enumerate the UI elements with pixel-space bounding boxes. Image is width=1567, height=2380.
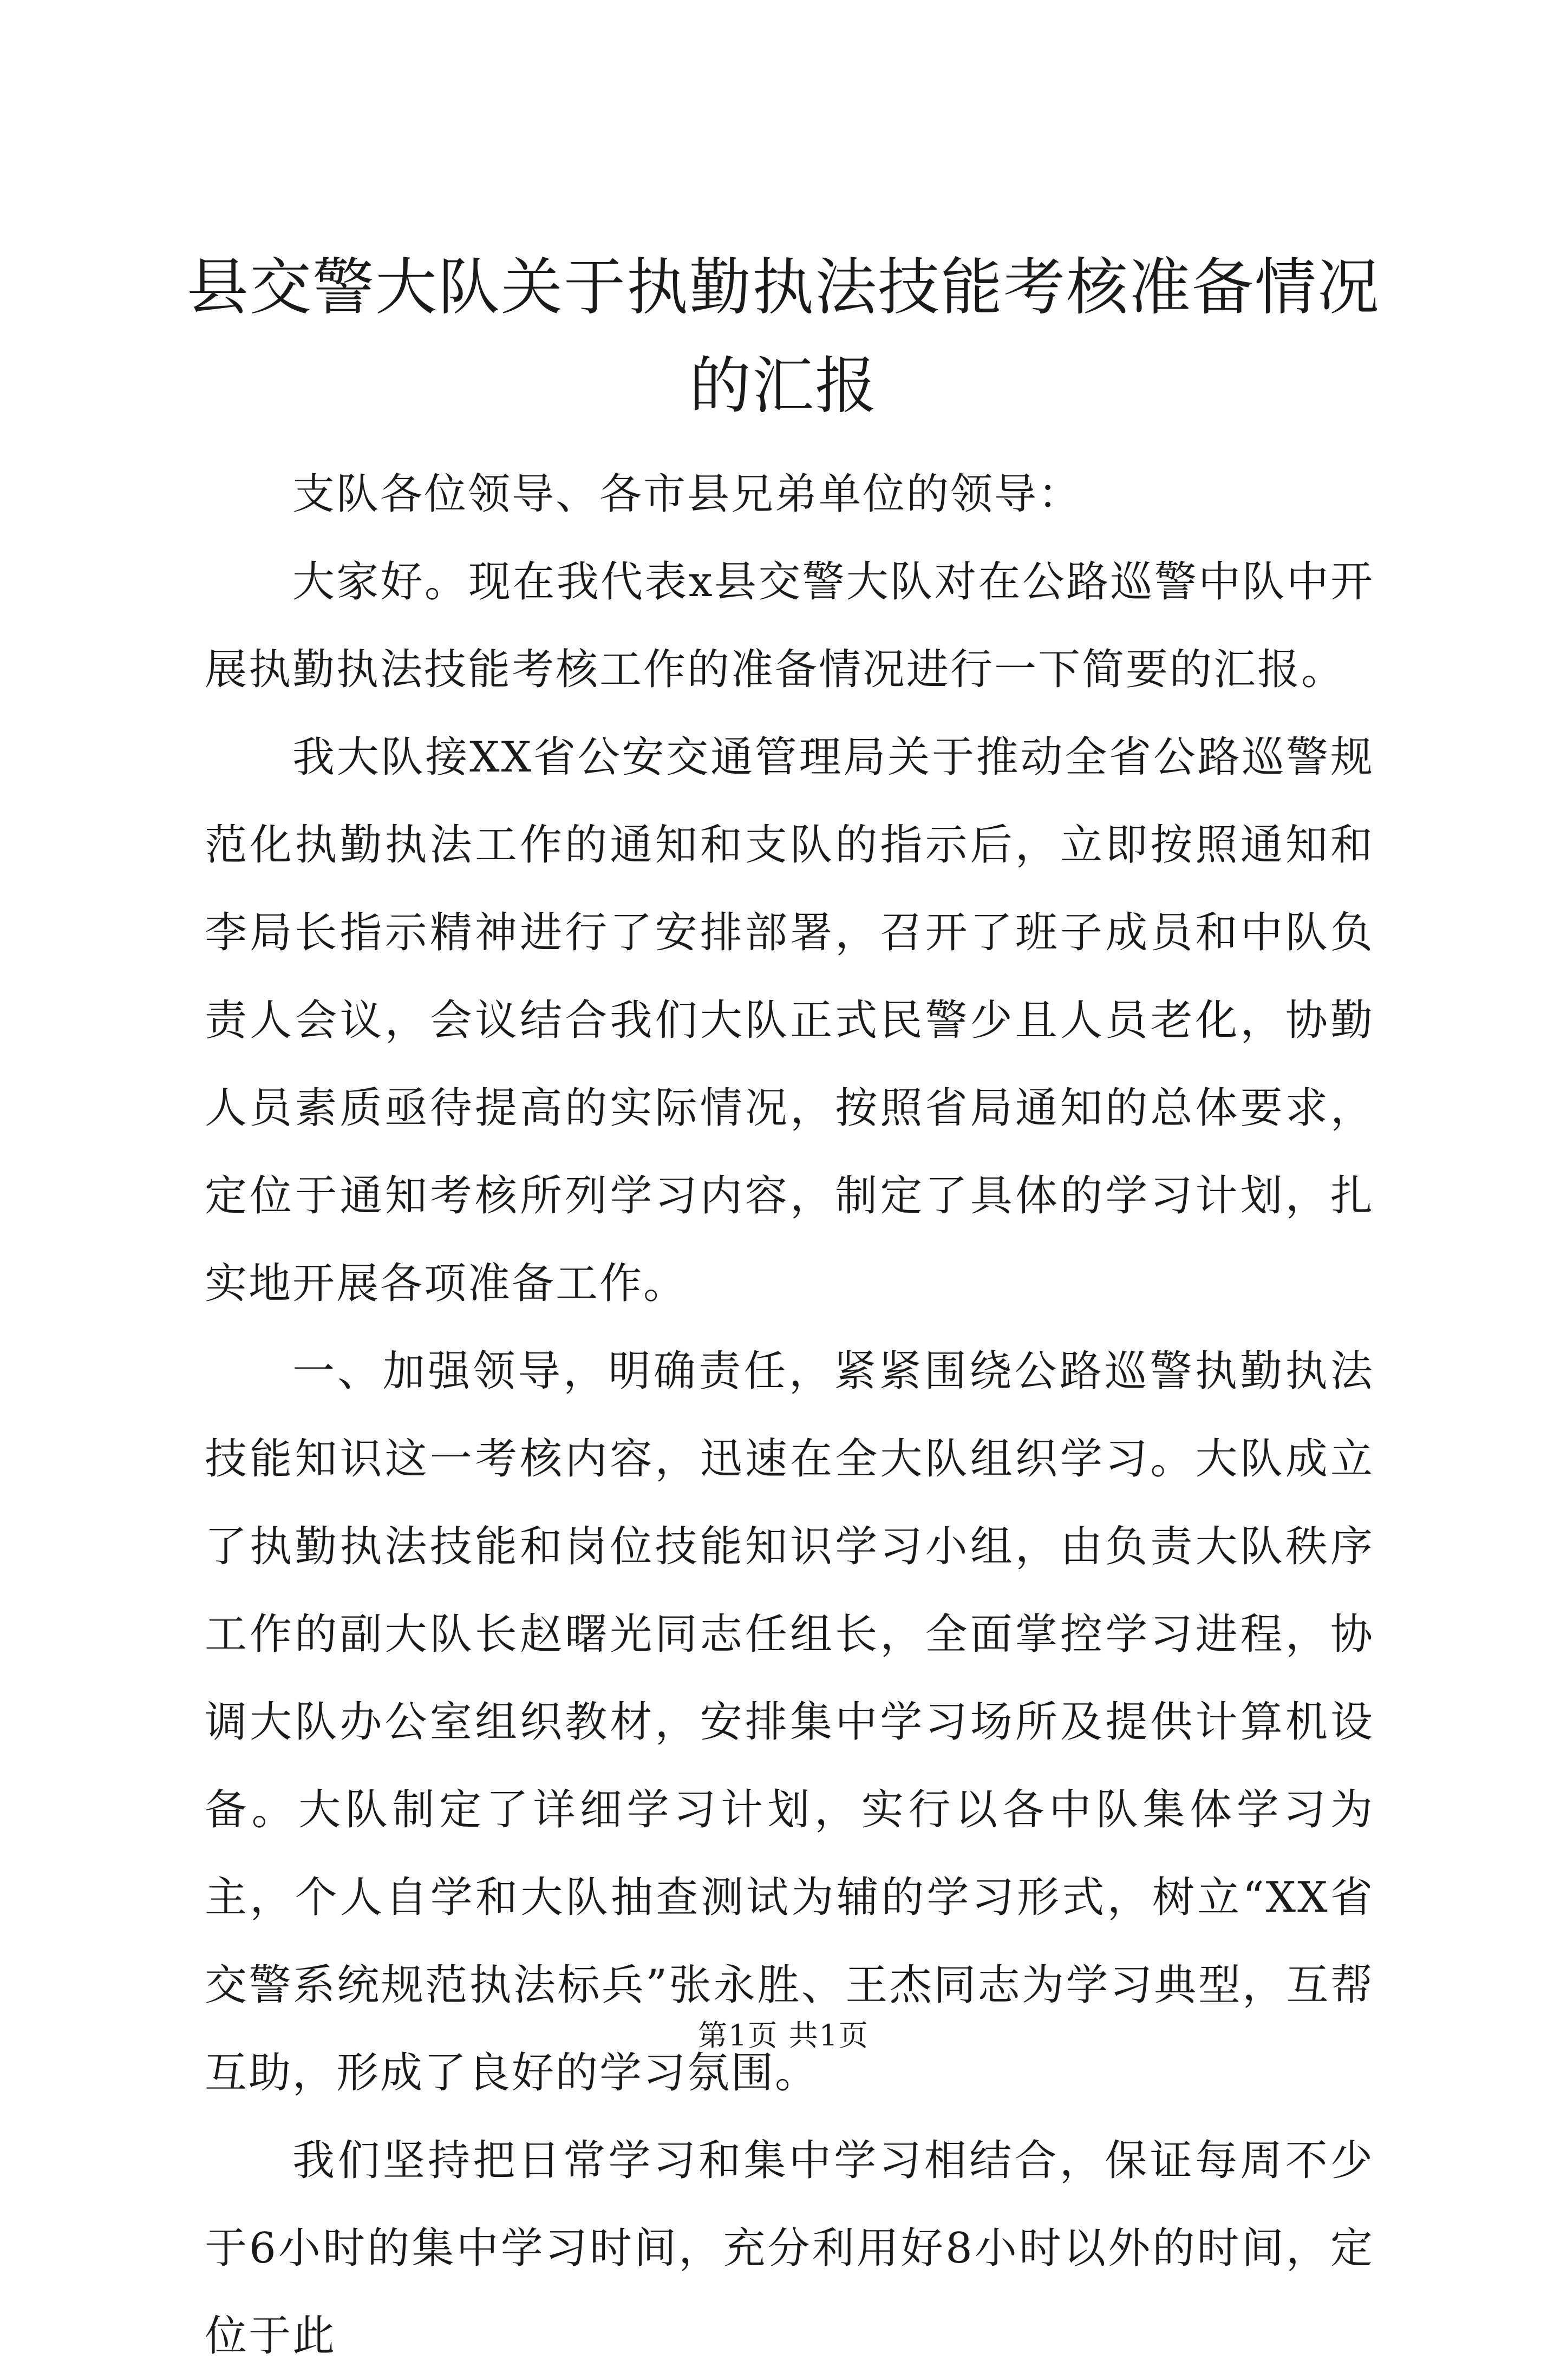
salutation-paragraph: 支队各位领导、各市县兄弟单位的领导： xyxy=(292,470,1082,519)
document-title: 县交警大队关于执勤执法技能考核准备情况的汇报 xyxy=(186,251,1380,422)
section-one-paragraph: 一、加强领导，明确责任，紧紧围绕公路巡警执勤执法技能知识这一考核内容，迅速在全大队组织学习。大队成立了执勤执法技能和岗位技能知识学习小组，由负责大队秩序工作的副大队长赵曙光同志任组长，全面掌控学习进程，协调大队办公室组织教材，安排集中学习场所及提供计算机设备。大队制定了详细学习计划，实行以各中队集体学习为主，个人自学和大队抽查测试为辅的学习形式，树立“XX省交警系统规范执法标兵”张永胜、王杰同志为学习典型，互帮互助，形成了良好的学习氛围。 xyxy=(205,1347,1374,2097)
greeting-paragraph: 大家好。现在我代表x县交警大队对在公路巡警中队中开展执勤执法技能考核工作的准备情况进行一下简要的汇报。 xyxy=(205,558,1374,694)
document-body xyxy=(205,450,1374,2380)
study-schedule-paragraph: 我们坚持把日常学习和集中学习相结合，保证每周不少于6小时的集中学习时间，充分利用好8小时以外的时间，定位于此 xyxy=(205,2136,1374,2361)
page-number-footer: 第1页 共1页 xyxy=(698,2018,869,2052)
background-paragraph: 我大队接XX省公安交通管理局关于推动全省公路巡警规范化执勤执法工作的通知和支队的指示后，立即按照通知和李局长指示精神进行了安排部署，召开了班子成员和中队负责人会议，会议结合我们大队正式民警少且人员老化，协勤人员素质亟待提高的实际情况，按照省局通知的总体要求，定位于通知考核所列学习内容，制定了具体的学习计划，扎实地开展各项准备工作。 xyxy=(205,733,1374,1308)
